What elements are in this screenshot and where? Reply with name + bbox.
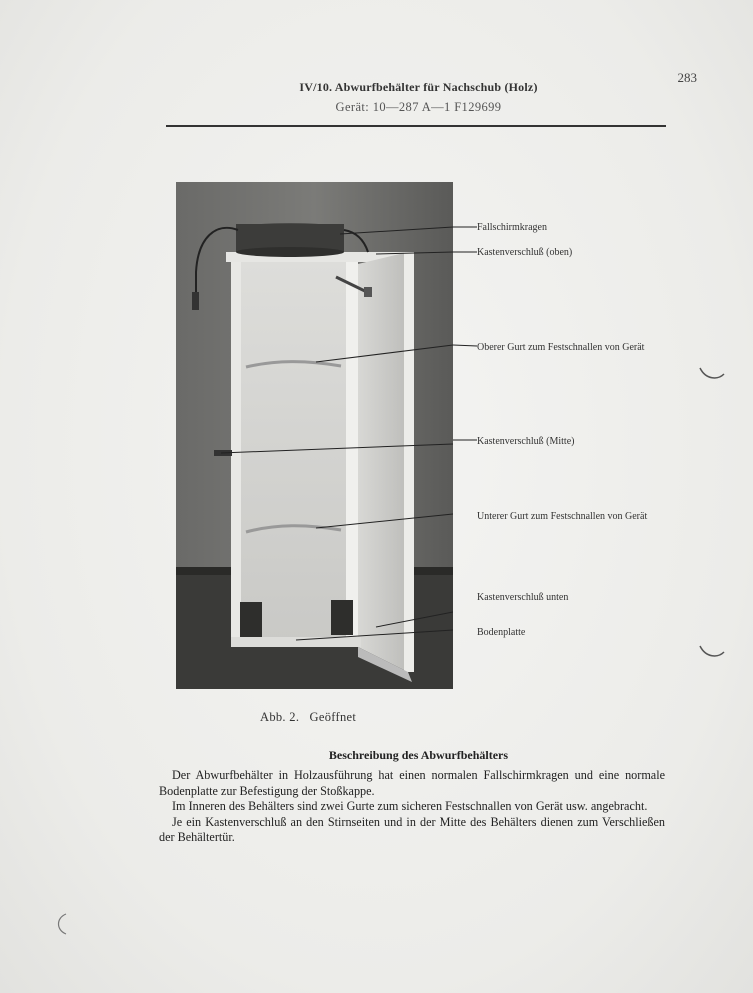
body-text xyxy=(159,768,665,846)
figure-caption: Abb. 2. Geöffnet xyxy=(260,710,357,724)
document-title: IV/10. Abwurfbehälter für Nachschub (Holz) xyxy=(299,80,538,94)
label-kastenverschluss-mitte: Kastenverschluß (Mitte) xyxy=(477,436,575,447)
paragraph: Je ein Kastenverschluß an den Stirnseiten und in der Mitte des Behälters dienen zum Verschließen der Behältertür. xyxy=(159,814,665,845)
leader-lines xyxy=(453,222,477,462)
container-photo xyxy=(176,182,453,689)
label-oberer-gurt: Oberer Gurt zum Festschnallen von Gerät xyxy=(477,342,645,353)
label-kastenverschluss-oben: Kastenverschluß (oben) xyxy=(477,247,573,258)
page-number: 283 xyxy=(677,70,697,85)
paragraph: Im Inneren des Behälters sind zwei Gurte zum sicheren Festschnallen von Gerät usw. angebracht. xyxy=(172,799,648,814)
punch-hole-mark xyxy=(698,640,726,662)
punch-hole-mark xyxy=(52,912,72,936)
punch-hole-mark xyxy=(698,362,726,384)
label-unterer-gurt: Unterer Gurt zum Festschnallen von Gerät xyxy=(477,511,648,522)
paragraph: Der Abwurfbehälter in Holzausführung hat einen normalen Fallschirmkragen und eine normale Bodenplatte zur Befestigung der Stoßkappe. xyxy=(159,768,665,798)
label-fallschirmkragen: Fallschirmkragen xyxy=(477,222,547,233)
label-bodenplatte: Bodenplatte xyxy=(477,627,526,638)
header-rule xyxy=(166,125,666,127)
section-heading: Beschreibung des Abwurfbehälters xyxy=(328,748,509,762)
document-subtitle: Gerät: 10—287 A—1 F129699 xyxy=(335,100,502,114)
label-kastenverschluss-unten: Kastenverschluß unten xyxy=(477,592,569,603)
